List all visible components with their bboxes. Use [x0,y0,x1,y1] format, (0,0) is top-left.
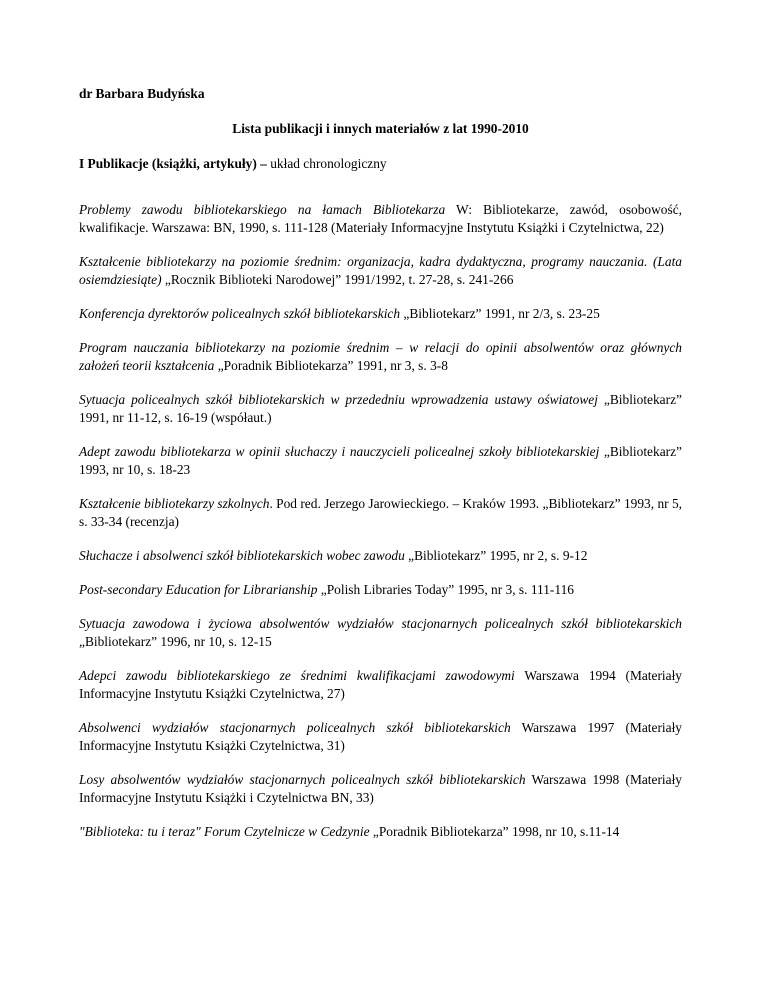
publication-details: „Bibliotekarz” 1991, nr 11-12, s. 16-19 (współaut.) [79,392,682,425]
publication-entry [79,719,682,755]
document-page [79,85,682,857]
section-heading [79,155,682,173]
publication-entry [79,443,682,479]
publication-entry [79,547,682,565]
publication-title: Kształcenie bibliotekarzy szkolnych [79,496,270,511]
publication-details: . Pod red. Jerzego Jarowieckiego. – Kraków 1993. „Bibliotekarz” 1993, nr 5, s. 33-34 (recenzja) [79,496,682,529]
publication-details: „Bibliotekarz” 1991, nr 2/3, s. 23-25 [400,306,600,321]
publication-title: Sytuacja zawodowa i życiowa absolwentów wydziałów stacjonarnych policealnych szkół bibliotekarskich [79,616,682,631]
publication-title: Problemy zawodu bibliotekarskiego na łamach Bibliotekarza [79,202,446,217]
author-name: dr Barbara Budyńska [79,86,205,101]
publication-title: Słuchacze i absolwenci szkół bibliotekarskich wobec zawodu [79,548,405,563]
publication-details: „Polish Libraries Today” 1995, nr 3, s. 111-116 [317,582,574,597]
publication-entry [79,495,682,531]
publication-title: "Biblioteka: tu i teraz" Forum Czytelnicze w Cedzynie [79,824,370,839]
publication-details: „Poradnik Bibliotekarza” 1998, nr 10, s.11-14 [369,824,620,839]
publication-details: „Bibliotekarz” 1995, nr 2, s. 9-12 [404,548,588,563]
publication-details: Warszawa 1997 (Materiały Informacyjne Instytutu Książki Czytelnictwa, 31) [79,720,682,753]
section-heading-rest: układ chronologiczny [266,156,387,171]
publication-entry [79,615,682,651]
section-heading-bold: I Publikacje (książki, artykuły) – [79,156,267,171]
publication-entry [79,201,682,237]
publication-title: Losy absolwentów wydziałów stacjonarnych policealnych szkół bibliotekarskich [79,772,526,787]
publication-details: Warszawa 1994 (Materiały Informacyjne Instytutu Książki Czytelnictwa, 27) [79,668,682,701]
publication-details: „Bibliotekarz” 1993, nr 10, s. 18-23 [79,444,682,477]
publication-title: Program nauczania bibliotekarzy na poziomie średnim – w relacji do opinii absolwentów oraz głównych założeń teorii kształcenia [79,340,682,373]
publication-title: Sytuacja policealnych szkół bibliotekarskich w przededniu wprowadzenia ustawy oświatowej [79,392,598,407]
publication-title: Kształcenie bibliotekarzy na poziomie średnim: organizacja, kadra dydaktyczna, programy nauczania. (Lata osiemdziesiąte) [79,254,682,287]
publication-title: Post-secondary Education for Librarianship [79,582,318,597]
publication-title: Konferencja dyrektorów policealnych szkół bibliotekarskich [79,306,401,321]
publication-details: W: Bibliotekarze, zawód, osobowość, kwalifikacje. Warszawa: BN, 1990, s. 111-128 (Materiały Informacyjne Instytutu Książki i Czytelnictwa, 22) [79,202,682,235]
publication-entry [79,667,682,703]
publication-title: Absolwenci wydziałów stacjonarnych policealnych szkół bibliotekarskich [79,720,511,735]
publication-entry [79,771,682,807]
publication-entry [79,253,682,289]
publication-entry [79,339,682,375]
publication-entry [79,581,682,599]
publication-details: „Rocznik Biblioteki Narodowej” 1991/1992, t. 27-28, s. 241-266 [161,272,514,287]
publication-entry [79,823,682,841]
publication-details: Warszawa 1998 (Materiały Informacyjne Instytutu Książki i Czytelnictwa BN, 33) [79,772,682,805]
publication-title: Adept zawodu bibliotekarza w opinii słuchaczy i nauczycieli policealnej szkoły bibliotekarskiej [79,444,600,459]
publication-title: Adepci zawodu bibliotekarskiego ze średnimi kwalifikacjami zawodowymi [79,668,515,683]
publication-details: „Bibliotekarz” 1996, nr 10, s. 12-15 [79,634,272,649]
publication-entry [79,391,682,427]
publication-entry [79,305,682,323]
publication-details: „Poradnik Bibliotekarza” 1991, nr 3, s. 3-8 [214,358,448,373]
document-title: Lista publikacji i innych materiałów z lat 1990-2010 [232,121,529,136]
